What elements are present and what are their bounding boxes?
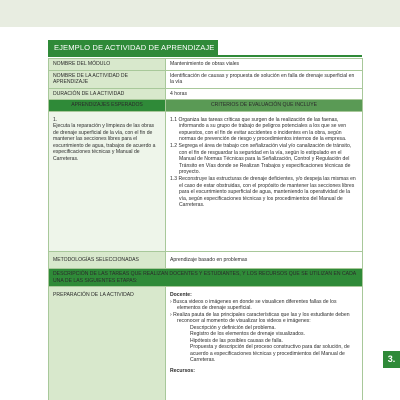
expected-learning-header: APRENDIZAJES ESPERADOS [49, 100, 166, 112]
preparation-row [49, 287, 363, 400]
headers-row [49, 100, 363, 112]
top-band [0, 0, 400, 27]
criteria-header: CRITERIOS DE EVALUACIÓN QUE INCLUYE [166, 100, 363, 112]
page-title: EJEMPLO DE ACTIVIDAD DE APRENDIZAJE [48, 40, 218, 55]
criterion-item: 1.3 Reconstruye las estructuras de drenaje deficientes, y/o despeja las mismas en el caso de estar obstruidas, con el propósito de mantener las secciones libres para el escurrimiento superficial de agua, manteniendo la operatividad de la vía, según especificaciones técnicas y los procedimientos del Manual de Carreteras. [170, 176, 356, 208]
description-row [49, 269, 363, 287]
expected-learning-text: 1. Ejecuta la reparación y limpieza de las obras de drenaje superficial de la vía, con el fin de mantener las secciones libres para el escurrimiento de agua, trabajos de acuerdo a especificaciones técnicas y Manual de Carreteras. [49, 111, 166, 251]
preparation-label: PREPARACIÓN DE LA ACTIVIDAD [49, 287, 166, 400]
bullet-arrow-icon: › [170, 298, 174, 305]
duration-value: 4 horas [166, 88, 363, 100]
activity-table [48, 58, 363, 400]
learning-row [49, 111, 363, 251]
methodology-label: METODOLOGÍAS SELECCIONADAS [49, 251, 166, 269]
page-number: 3. [383, 351, 400, 368]
sub-item: Hipótesis de las posibles causas de falla. [190, 337, 283, 344]
bullet-arrow-icon: › [170, 311, 174, 318]
teacher-heading: Docente: [170, 292, 192, 298]
description-bar: DESCRIPCIÓN DE LAS TAREAS QUE REALIZAN DOCENTES Y ESTUDIANTES, Y LOS RECURSOS QUE SE UTILIZAN EN CADA UNA DE LAS SIGUIENTES ETAPAS: [49, 269, 363, 287]
preparation-content [166, 287, 363, 400]
bullet-item: › Realiza pauta de las principales características que las y los estudiante deben reconocer al momento de visualizar los videos e imágenes: [170, 311, 350, 324]
methodology-row [49, 251, 363, 269]
sub-item: Descripción y definición del problema. [190, 324, 276, 331]
module-row [49, 59, 363, 71]
methodology-value: Aprendizaje basado en problemas [166, 251, 363, 269]
criteria-list [166, 111, 363, 251]
activity-row [49, 70, 363, 88]
title-underline [48, 55, 362, 57]
duration-row [49, 88, 363, 100]
bullet-item: › Busca videos o imágenes en donde se visualicen diferentes fallas de los elementos de drenaje superficial. [170, 298, 337, 311]
resources-heading: Recursos: [170, 367, 195, 374]
criterion-item: 1.2 Segrega el área de trabajo con señalización vial y/o canalización de tránsito, con el fin de resguardar la seguridad en la vía, según lo estipulado en el Manual de Normas Técnicas para la Señalización, Control y Regulación del Tránsito en Vías donde se Realizan Trabajos y especificaciones técnicas de proyecto. [170, 143, 352, 175]
duration-label: DURACIÓN DE LA ACTIVIDAD [49, 88, 166, 100]
module-label: NOMBRE DEL MÓDULO [49, 59, 166, 71]
activity-label: NOMBRE DE LA ACTIVIDAD DE APRENDIZAJE [49, 70, 166, 88]
criterion-item: 1.1 Organiza las tareas críticas que surgen de la realización de las faenas, informando a su grupo de trabajo de peligros potenciales a los que se ven expuestos, con el fin de evitar accidentes o incidentes en la obra, según normas de prevención de riesgo y procedimientos internos de la empresa. [170, 116, 347, 142]
module-value: Mantenimiento de obras viales [166, 59, 363, 71]
activity-value: Identificación de causas y propuesta de solución en falla de drenaje superficial en la vía [166, 70, 363, 88]
sub-item: Registro de los elementos de drenaje visualizados. [190, 331, 305, 337]
sub-item: Propuesta y descripción del proceso constructivo para dar solución, de acuerdo a especificaciones técnicas y procedimientos del Manual de Carreteras. [190, 344, 350, 363]
